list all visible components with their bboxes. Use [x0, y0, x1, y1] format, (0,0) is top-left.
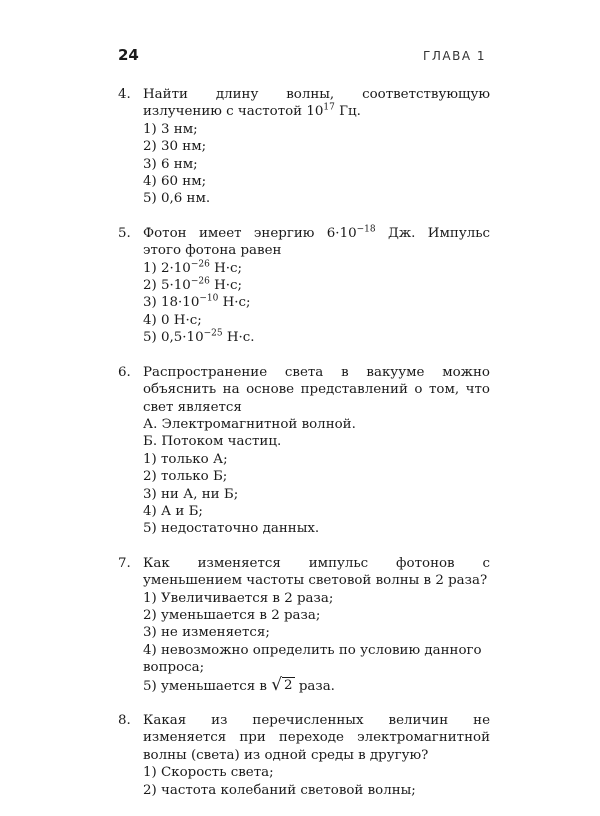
answer-option: 5) 0,6 нм. — [143, 191, 211, 207]
answer-option: 2) $5\cdot 10^{-26}$ Н·с; — [143, 276, 243, 294]
question-8 — [118, 712, 490, 799]
answer-option: 4) невозможно определить по условию данного вопроса; — [143, 642, 482, 676]
answer-option: 1) 3 нм; — [143, 121, 198, 137]
question-text: Распространение света в вакууме можно объяснить на основе представлений о том, что свет является — [143, 364, 490, 415]
question-number: 5. — [118, 225, 131, 241]
answer-option: 2) уменьшается в 2 раза; — [143, 607, 321, 623]
question-text: Как изменяется импульс фотонов с уменьшением частоты световой волны в 2 раза? — [143, 555, 490, 589]
answer-option: 5) $0,5\cdot 10^{-25}$ Н·с. — [143, 328, 255, 346]
question-number: 4. — [118, 87, 131, 102]
chapter-title: ГЛАВА 1 — [423, 49, 486, 63]
answer-option: 1) только А; — [143, 451, 228, 467]
answer-option: 4) 60 нм; — [143, 174, 207, 190]
answer-option: 2) 30 нм; — [143, 139, 207, 155]
question-4 — [118, 86, 490, 208]
statement-option: А. Электромагнитной волной. — [143, 416, 356, 432]
question-text: Фотон имеет энергию $6\cdot 10^{-18}$ Дж. Импульс этого фотона равен — [143, 224, 490, 259]
answer-option: 3) 6 нм; — [143, 156, 198, 172]
answer-option: 3) не изменяется; — [143, 625, 270, 641]
question-7 — [118, 555, 490, 695]
question-number: 6. — [118, 364, 131, 380]
answer-option: 5) уменьшается в √ 2 раза. — [143, 674, 335, 695]
statement-option: Б. Потоком частиц. — [143, 434, 282, 450]
answer-option: 4) 0 Н·с; — [143, 312, 202, 328]
page-number: 24 — [118, 46, 139, 64]
question-text: Какая из перечисленных величин не изменяется при переходе электромагнитной волны (света) из одной среды в другую? — [143, 713, 490, 763]
answer-option: 1) Увеличивается в 2 раза; — [143, 590, 334, 606]
answer-option: 3) $18\cdot 10^{-10}$ Н·с; — [143, 294, 251, 311]
answer-option: 3) ни А, ни Б; — [143, 486, 239, 502]
question-number: 7. — [118, 555, 131, 571]
answer-option: 1) Скорость света; — [143, 765, 274, 781]
answer-option: 4) А и Б; — [143, 503, 203, 519]
answer-option: 1) $2\cdot 10^{-26}$ Н·с; — [143, 259, 243, 276]
question-list — [118, 86, 490, 816]
question-5 — [118, 225, 490, 347]
answer-option: 2) частота колебаний световой волны; — [143, 782, 416, 798]
square-root: √ 2 — [271, 674, 293, 695]
question-text: Найти длину волны, соответствующую излучению с частотой $10^{17}$ Гц. — [143, 87, 490, 120]
page-header — [118, 46, 486, 64]
question-number: 8. — [118, 713, 131, 728]
answer-option: 2) только Б; — [143, 469, 228, 485]
answer-option: 5) недостаточно данных. — [143, 521, 320, 537]
question-6 — [118, 364, 490, 538]
